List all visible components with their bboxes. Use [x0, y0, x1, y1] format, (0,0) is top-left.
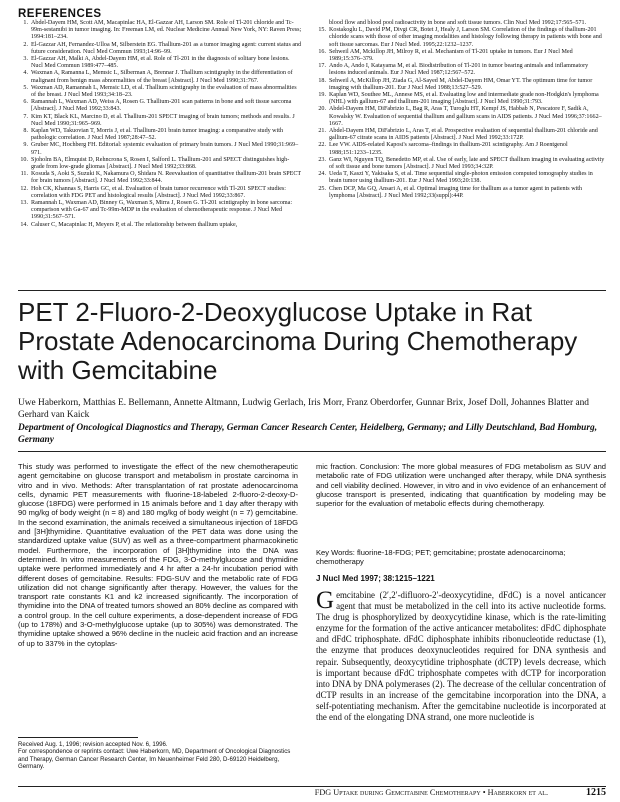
references-left-column: [18, 20, 302, 229]
reference-text: Ueda T, Kaszi Y, Yakisaka S, et al. Time sequential single-photon emission computed tomography studies in brain tumor using thallium-201. Eur J Nucl Med 1993;20:138.: [329, 171, 593, 185]
reference-item: [316, 171, 606, 185]
reference-item: [18, 171, 302, 185]
body-text: [316, 587, 606, 723]
reference-number: 7.: [23, 113, 28, 120]
footnotes: [18, 741, 300, 770]
reference-number: 1.: [23, 20, 28, 26]
reference-number: 2.: [23, 41, 28, 48]
reference-text: El-Gazzar AH, Malki A, Abdel-Dayem HM, et al. Role of Tl-201 in the diagnosis of solitary bone lesions. Nucl Med Commun 1989:477–485.: [31, 56, 290, 70]
reference-item: [18, 114, 302, 128]
references-right-column: [316, 20, 606, 200]
section-divider: [18, 290, 606, 291]
reference-text: Gruber MC, Hochberg FH. Editorial: systemic evaluation of primary brain tumors. J Nucl Med 1990;31:969–971.: [31, 142, 299, 156]
reference-number: 16.: [318, 48, 326, 55]
reference-text: Ganz WI, Nguyen TQ, Benedetto MP, et al. Use of early, late and SPECT thallium imaging in evaluating activity of soft tissue and bone tumors [Abstract]. J Nucl Med 1993;34:32P.: [329, 156, 605, 171]
footnote-correspondence: For correspondence or reprints contact: Uwe Haberkorn, MD, Department of Oncological Diagnostics and Therapy, German Cancer Research Center, Im Neuenheimer Feld 280, D-69120 Heidelberg, Germany.: [18, 748, 291, 770]
abstract-left-column: This study was performed to investigate the effect of the new chemotherapeutic agent gemcitabine on glucose transport and metabolism in prostate carcinoma in vitro and in vivo. Methods: After transplantation of rat prostate adenocarcinoma cells, dynamic PET measurements with fluorine-18-labeled 2-fluoro-2-deoxy-D-glucose (18FDG) were performed in 15 animals before and 1 day after therapy with 90 mg/kg of body weight (n = 8) and 180 mg/kg of body weight (n = 7) gemcitabine. In the second examination, the animals received a simultaneous injection of 18FDG and [3H]thymidine. Quantitative evaluation of the PET data was done using the standardized uptake value (SUV) as well as a three-compartment pharmacokinetic model. Furthermore, the incorporation of [3H]thymidine into the DNA was determined. In vitro measurements of the FDG, 3-O-methylglucose and thymidine uptake were performed immediately and 4 hr after a 24-hr incubation period with different doses of gemcitabine. Results: FDG-SUV and the metabolic rate of FDG utilization did not change significantly after therapy. However, the values for the transport rate constants K1 and k2 increased significantly. The incorporation of thymidine into the DNA of treated tumors showed an 80% decline as compared with a control group. In the cell culture experiments, a dose-dependent increase of FDG (up to 178%) and 3-O-methylglucose uptake (up to 305%) was demonstrated. The thymidine uptake showed a 96% decline in the nucleic acid fraction and an increase of up to 337% in the cytoplas-: [18, 462, 298, 648]
drop-cap: G: [316, 587, 335, 614]
reference-number: 25.: [318, 185, 326, 192]
reference-text: Ando A, Ando I, Katayama M, et al. Biodistribution of Tl-201 in tumor bearing animals and inflammatory lesions induced animals. Eur J Nucl Med 1987;12:567–572.: [329, 63, 589, 77]
reference-item: [18, 157, 302, 171]
reference-text: Ramannah L, Waxman AD, Binney G, Waxman S, Mirra J, Rosen G. Tl-201 scintigraphy in bone sarcoma: comparison with Ga-67 and Tc-99m-MDP in the evaluation of chemotherapeutic response. J Nucl Med 1990;31:567–571.: [31, 200, 293, 221]
reference-text: Caluser C, Macapinlac H, Meyers P, et al. The relationship between thallium uptake,: [31, 221, 238, 228]
reference-text: Kosuda S, Aoki S, Suzuki K, Nakamura O, Shidara N. Reevaluation of quantitative thallium-201 brain SPECT for brain tumors [Abstract]. J Nucl Med 1992;33:844.: [31, 171, 302, 185]
running-head: FDG Uptake during Gemcitabine Chemotherapy • Haberkorn et al.: [314, 788, 548, 797]
reference-item: [18, 56, 302, 70]
reference-item: [316, 63, 606, 77]
reference-number: 5.: [23, 84, 28, 91]
reference-item: [316, 142, 606, 156]
reference-item: [18, 222, 302, 229]
reference-text: Ramannah L, Waxman AD, Weiss A, Rosen G. Thallium-201 scan patterns in bone and soft tissue sarcoma [Abstract]. J Nucl Med 1992;33:843.: [31, 99, 292, 113]
reference-item: [316, 186, 606, 200]
reference-item: [18, 128, 302, 142]
reference-number: 22.: [318, 142, 326, 149]
reference-number: 15.: [318, 27, 326, 34]
reference-text: Sehweil AM, Mckillop JH, Milroy R, et al. Mechanism of Tl-201 uptake in tumors. Eur J Nucl Med 1989;15:376–379.: [329, 48, 573, 63]
reference-item: [316, 106, 606, 128]
reference-number: 23.: [318, 156, 326, 163]
reference-item: [18, 70, 302, 84]
article-title: PET 2-Fluoro-2-Deoxyglucose Uptake in Rat Prostate Adenocarcinoma During Chemotherapy with Gemcitabine: [18, 297, 578, 385]
abstract-divider: [18, 451, 606, 452]
reference-text: Waxman AD, Ramannah L, Memsic LD, et al. Thallium scintigraphy in the evaluation of mass abnormalities of the breast. J Nucl Med 1993;34:18–23.: [31, 84, 297, 99]
references-heading: REFERENCES: [18, 8, 102, 20]
reference-item: [18, 99, 302, 113]
reference-number: 4.: [23, 70, 28, 77]
reference-number: 19.: [318, 92, 326, 99]
body-paragraph: emcitabine (2′,2′-difluoro-2′-deoxycytidine, dFdC) is a novel anticancer agent that must be metabolized in the cell into its active nucleotide forms. The drug is phosphorylized by deoxycytidine kinase, which is the rate-limiting enzyme for the formation of the active anticancer metabolites: dFdC diphosphate and dFdC triphosphate. dFdC diphosphate inhibits ribonucleotide reductase (1), the enzyme that produces deoxynucleotides required for DNA synthesis and repair. Subsequently, deoxycytidine triphosphate (dCTP) levels decrease, which is important because dFdC triphosphate competes with dCTP for incorporation into DNA by DNA polymerases (2). The decrease of the cellular concentration of dCTP results in an increase of the gemcitabine incorporation into the DNA, a self-potentiating mechanism. After the gemcitabine nucleotide is incorporated at the end of the elongating DNA strand, one more nucleotide is: [316, 590, 606, 723]
reference-item: [316, 49, 606, 63]
journal-citation: J Nucl Med 1997; 38:1215–1221: [316, 574, 435, 583]
reference-number: 3.: [23, 56, 28, 63]
reference-item: [316, 157, 606, 171]
reference-item: [18, 85, 302, 99]
reference-number: 9.: [23, 142, 28, 149]
reference-item: [18, 200, 302, 222]
reference-item: [316, 128, 606, 142]
footer-divider: [18, 786, 606, 787]
affiliation: Department of Oncological Diagnostics and Therapy, German Cancer Research Center, Heidelberg, Germany; and Lilly Deutschland, Bad Homburg, Germany: [18, 423, 598, 445]
reference-number: 20.: [318, 106, 326, 113]
reference-number: 6.: [23, 99, 28, 106]
reference-text: blood flow and blood pool radioactivity in bone and soft tissue tumors. Clin Nucl Med 1992;17:565–571.: [329, 20, 587, 26]
reference-number: 24.: [318, 171, 326, 178]
keywords: Key Words: fluorine-18-FDG; PET; gemcitabine; prostate adenocarcinoma; chemotherapy: [316, 548, 566, 567]
reference-item: [18, 186, 302, 200]
reference-number: 14.: [20, 221, 28, 228]
reference-text: El-Gazzar AH, Fernandez-Ulloa M, Silberstein EG. Thallium-201 as a tumor imaging agent: current status and future consideration. Nucl Med Commun 1993;14:96–99.: [31, 41, 302, 55]
reference-number: 11.: [20, 171, 28, 178]
footnote-received: Received Aug. 1, 1996; revision accepted Nov. 6, 1996.: [18, 741, 168, 748]
reference-text: Hoh CK, Khannas S, Harris GC, et al. Evaluation of brain tumor recurrence with Tl-201 SPECT studies: correlation with FDG PET and histological results [Abstract]. J Nucl Med 1992;33:867.: [31, 185, 286, 199]
reference-number: 21.: [318, 128, 326, 135]
reference-number: 12.: [20, 185, 28, 192]
reference-item: [316, 27, 606, 49]
page-number: 1215: [586, 787, 606, 798]
reference-number: 13.: [20, 200, 28, 207]
reference-item: [316, 92, 606, 106]
reference-item: [316, 78, 606, 92]
reference-text: Kaplan WD, Southee ML, Annese MS, et al. Evaluating low and intermediate grade non-Hodgkin's lymphoma (NHL) with gallium-67 and thallium-201 imaging [Abstract]. J Nucl Med 1990;31:793.: [329, 92, 599, 106]
reference-number: 10.: [20, 156, 28, 163]
reference-text: Abdel-Dayem HM, Scott AM, Macapinlac HA, El-Gazzar AH, Larson SM. Role of Tl-201 chloride and Tc-99m-sestamibi in tumor imaging. In: Freeman LM, ed. Nuclear Medicine Annual New York, NY: Raven Press; 1994:181–234.: [31, 20, 302, 41]
reference-item: [18, 20, 302, 42]
reference-item: [18, 142, 302, 156]
reference-text: Sehweil A, McKillop JH, Ziada G, Al-Sayed M, Abdel-Dayem HM, Omar YT. The optimum time for tumor imaging with thallium-201. Eur J Nucl Med 1988;13:527–529.: [329, 77, 593, 91]
reference-text: Abdel-Dayem HM, DiFabrizio L, Bag R, Aras T, Turoglu HT, Kempf JS, Habbab N, Pescatore F, Sadik A, Kowalsky W. Evaluation of sequential thallium and gallium scans in AIDS patients. J Nucl Med 1996;37:1662–1667.: [329, 106, 602, 127]
reference-number: [316, 20, 329, 27]
reference-item: [18, 42, 302, 56]
reference-text: Waxman A, Ramanna L, Memsic L, Silberman A, Brennar J. Thallium scintigraphy in the differentiation of malignant from benign mass abnormalities of the breast [Abstract]. J Nucl Med 1990;31:767.: [31, 70, 293, 84]
author-list: Uwe Haberkorn, Matthias E. Bellemann, Annette Altmann, Ludwig Gerlach, Iris Morr, Franz Oberdorfer, Gunnar Brix, Josef Doll, Johannes Blatter and Gerhard van Kaick: [18, 398, 589, 420]
reference-text: Kaplan WD, Takuovian T, Morris J, et al. Thallium-201 brain tumor imaging: a comparative study with pathologic correlation. J Nucl Med 1987;28:47–52.: [31, 128, 284, 142]
reference-text: Sjoholm BA, Elmquist D, Rehncrona S, Rosen I, Salford L. Thallium-201 and SPECT distinguishes high-grade from low-grade gliomas [Abstract]. J Nucl Med 1992;33:868.: [31, 156, 290, 171]
reference-text: Abdel-Dayem HM, DiFabrizio L, Aras T, et al. Prospective evaluation of sequential thallium-201 chloride and gallium-67 citrate scans in AIDS patients [Abstract]. J Nucl Med 1992;33:172P.: [329, 128, 598, 142]
footnote-divider: [18, 737, 138, 738]
abstract-right-column: mic fraction. Conclusion: The more global measures of FDG metabolism as SUV and metabolic rate of FDG utilization were unchanged after therapy, while DNA synthesis and cell viability declined. However, in vitro and in vivo evidence of an enhancement of glucose transport is presented, indicating that quantification by modeling may be superior for the evaluation of metabolic effects during chemotherapy.: [316, 462, 606, 509]
reference-text: Chen DCP, Ma GQ, Ansari A, et al. Optimal imaging time for thallium as a tumor agent in patients with lymphoma [Abstract]. J Nucl Med 1992;33(suppl):44P.: [329, 185, 583, 199]
reference-number: 8.: [23, 128, 28, 135]
reference-number: 18.: [318, 77, 326, 84]
reference-number: 17.: [318, 63, 326, 70]
reference-text: Kostakoglu L, David PM, Divgi CR, Botet J, Healy J, Larson SM. Correlation of the findings of thallium-201 chloride scans with those of other imaging modalities and histology following therapy in patients with bone and soft tissue sarcomas. Eur J Nucl Med. 1995;22:1232–1237.: [329, 27, 602, 48]
reference-text: Kim KT, Black KL, Marcino D, et al. Thallium-201 SPECT imaging of brain tumors; methods and results. J Nucl Med 1990;31:965–969.: [31, 113, 295, 127]
reference-text: Lee VW. AIDS-related Kaposi's sarcoma–findings in thallium-201 scintigraphy. Am J Roentgenol 1988;151:1233–1235.: [329, 142, 568, 156]
